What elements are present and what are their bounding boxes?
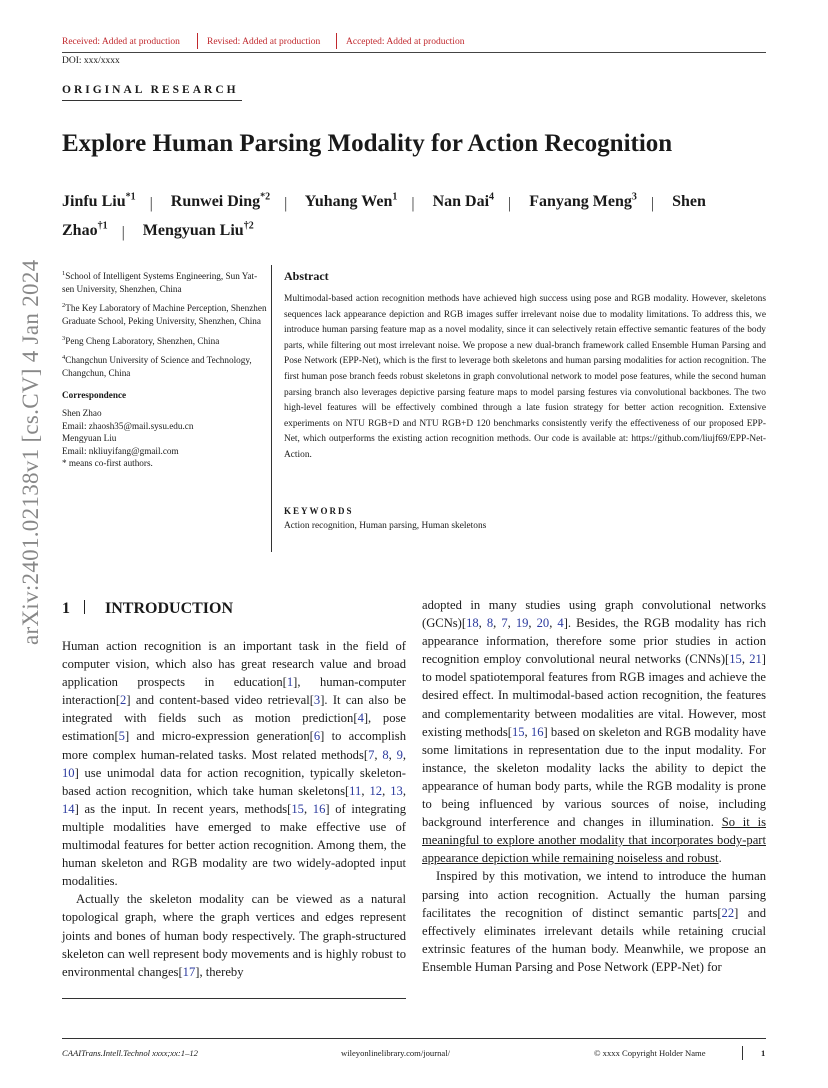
- abstract-text: Multimodal-based action recognition methods have achieved high success using pose and RGB modality. However, skeletons sequences lack appearance depiction and RGB images suffer irrelevant noise due to modality limitations. To address this, we introduce human parsing feature map as a novel modality, since it can selectively retain effective semantic features of the body parts, while filtering out most irrelevant noise. We propose a new dual-branch framework called Ensemble Human Parsing and Pose Network (EPP-Net), which is the first to leverage both skeletons and human parsing modalities for action recognition. The first human pose branch feeds robust skeletons in graph convolutional network to model pose features, while the second human parsing branch also leverages depictive parsing feature maps to model parsing festures via convolutional backbones. The two high-level features will be effectively combined through a late fusion strategy for better action recognition. Extensive experiments on NTU RGB+D and NTU RGB+D 120 benchmarks consistently verify the effectiveness of our proposed EPP-Net, which outperforms the existing action recognition methods. Our code is available at: https://github.com/liujf69/EPP-Net-Action.: [284, 294, 766, 460]
- cofirst-note: * means co-first authors.: [62, 458, 153, 469]
- citation-link[interactable]: 8: [382, 747, 389, 762]
- author: Runwei Ding$^{*2}$: [170, 192, 271, 211]
- citation-link[interactable]: 14: [62, 801, 75, 816]
- paragraph: Inspired by this motivation, we intend to introduce the human parsing into action recognition. Actually the human parsing facilitates the recognition of distinct semantic parts[22] and effectively eliminates irrelevant details while retaining crucial extrinsic features of the human body. Meanwhile, we propose an Ensemble Human Parsing and Pose Network (EPP-Net) for: [422, 869, 766, 974]
- author: Mengyuan Liu$^{\dagger 2}$: [142, 220, 254, 239]
- citation-link[interactable]: 2: [120, 693, 127, 708]
- footer-url[interactable]: wileyonlinelibrary.com/journal/: [341, 1048, 450, 1058]
- affiliations: [62, 268, 267, 470]
- header-separator: [336, 33, 337, 49]
- citation-link[interactable]: 9: [396, 747, 403, 762]
- citation-link[interactable]: 13: [390, 783, 403, 798]
- correspondence-name: Shen Zhao: [62, 408, 102, 418]
- article-type: ORIGINAL RESEARCH: [62, 84, 239, 96]
- citation-link[interactable]: 3: [313, 693, 321, 708]
- footer-journal: CAAITrans.Intell.Technol xxxx;xx:1–12: [62, 1048, 198, 1058]
- citation-link[interactable]: 15: [511, 724, 525, 739]
- abstract-heading: Abstract: [284, 269, 329, 283]
- citation-link[interactable]: 7: [501, 616, 508, 631]
- doi: DOI: xxx/xxxx: [62, 56, 120, 66]
- correspondence-name: Mengyuan Liu: [62, 433, 117, 444]
- citation-link[interactable]: 10: [62, 765, 75, 780]
- footer-separator: [742, 1046, 743, 1060]
- author: Shen Zhao$^{\dagger 1}$: [62, 193, 706, 239]
- correspondence-email[interactable]: Email: zhaosh35@mail.sysu.edu.cn: [62, 420, 194, 431]
- paragraph: Actually the skeleton modality can be viewed as a natural topological graph, where the graph vertices and edges represent joints and bones of human body respectively. The graph-structured skeleton can well represent body movements and is highly robust to environmental changes[17], thereby: [62, 892, 406, 979]
- header-rule: [62, 52, 766, 53]
- citation-link[interactable]: 4: [357, 711, 364, 726]
- author: Jinfu Liu$^{*1}$: [62, 192, 136, 211]
- affiliation: $^4$Changchun University of Science and Technology, Changchun, China: [62, 354, 252, 378]
- citation-link[interactable]: 17: [182, 964, 196, 979]
- keywords-heading: KEYWORDS: [284, 506, 354, 516]
- arxiv-stamp-text: arXiv:2401.02138v1 [cs.CV] 4 Jan 2024: [18, 259, 43, 645]
- citation-link[interactable]: 4: [557, 616, 564, 631]
- citation-link[interactable]: 20: [536, 616, 550, 631]
- body-column-left: [62, 637, 406, 981]
- page-number: 1: [761, 1048, 766, 1058]
- section-heading: [62, 599, 233, 618]
- citation-link[interactable]: 18: [466, 616, 479, 631]
- affiliation: $^3$Peng Cheng Laboratory, Shenzhen, China: [62, 334, 220, 346]
- author-list: Jinfu Liu$^{*1}$ | Runwei Ding$^{*2}$ | Yuhang Wen$^1$ | Nan Dai$^4$ | Fanyang Meng$^3$ | Shen Zhao$^{\dagger 1}$ | Mengyuan Liu$^{\dagger 2}$: [62, 192, 706, 241]
- correspondence-email[interactable]: Email: nkliuyifang@gmail.com: [62, 445, 179, 456]
- column-divider: [271, 265, 272, 552]
- paragraph: Human action recognition is an important task in the field of computer vision, which also has great research value and broad application prospects in education[1], human-computer interaction[2] and content-based video retrieval[3]. It can also be integrated with fields such as motion prediction[4], pose estimation[5] and micro-expression generation[6] to accomplish more complex human-related tasks. Most related methods[7, 8, 9, 10] use unimodal data for action recognition, typically skeleton-based action recognition, which take human skeletons[11, 12, 13, 14] as the input. In recent years, methods[15, 16] of integrating multiple modalities have emerged to make effective use of multimodal features for better action recognition. Among them, the human skeleton and RGB modality are two widely-adopted input modalities.: [62, 639, 407, 889]
- paragraph: adopted in many studies using graph convolutional networks (GCNs)[18, 8, 7, 19, 20, 4]. Besides, the RGB modality has rich appearance information, therefore some prior studies in action recognition employ convolutional neural networks (CNNs)[15, 21] to model spatiotemporal features from RGB images and achieve the desired effect. In multimodal-based action recognition, the features and complementarity between modalities are vital. However, most existing methods[15, 16] based on skeleton and RGB modality have some limitations in representation due to the input modality. For instance, the skeleton modality lacks the ability to depict the appearance of human body parts, while the RGB modality is prone to being influenced by various sources of noise, including background interference and changes in illumination. So it is meaningful to explore another modality that incorporates body-part appearance depiction while remaining noiseless and robust.: [422, 598, 767, 866]
- author: Nan Dai$^4$: [432, 192, 495, 211]
- footnote-rule: [62, 998, 406, 999]
- keywords-text: Action recognition, Human parsing, Human skeletons: [284, 521, 487, 531]
- citation-link[interactable]: 7: [368, 747, 375, 762]
- received-date: Received: Added at production: [62, 37, 180, 47]
- citation-link[interactable]: 6: [313, 729, 321, 744]
- citation-link[interactable]: 21: [749, 652, 762, 667]
- author: Yuhang Wen$^1$: [304, 192, 398, 211]
- citation-link[interactable]: 19: [515, 616, 529, 631]
- accepted-date: Accepted: Added at production: [346, 37, 465, 47]
- citation-link[interactable]: 12: [369, 783, 383, 798]
- citation-link[interactable]: 16: [530, 724, 544, 739]
- author: Fanyang Meng$^3$: [529, 192, 637, 211]
- paper-title: Explore Human Parsing Modality for Action Recognition: [62, 130, 673, 157]
- section-title: INTRODUCTION: [105, 600, 234, 617]
- citation-link[interactable]: 1: [286, 675, 294, 690]
- citation-link[interactable]: 8: [486, 616, 494, 631]
- citation-link[interactable]: 11: [349, 783, 362, 798]
- affiliation: $^1$School of Intelligent Systems Engineering, Sun Yat-sen University, Shenzhen, China: [62, 270, 258, 294]
- affiliation: $^2$The Key Laboratory of Machine Perception, Shenzhen Graduate School, Peking University, Shenzhen, China: [62, 302, 267, 326]
- citation-link[interactable]: 15: [291, 801, 304, 816]
- footer-rule: [62, 1038, 766, 1039]
- citation-link[interactable]: 15: [729, 652, 742, 667]
- revised-date: Revised: Added at production: [207, 37, 321, 47]
- header-separator: [197, 33, 198, 49]
- correspondence-block: [62, 407, 267, 470]
- section-number: 1: [62, 600, 70, 617]
- article-type-rule: [62, 100, 242, 101]
- section-bar: [84, 600, 85, 614]
- citation-link[interactable]: 5: [118, 729, 125, 744]
- correspondence-heading: Correspondence: [62, 390, 127, 401]
- citation-link[interactable]: 16: [312, 801, 326, 816]
- footer-copyright: © xxxx Copyright Holder Name: [594, 1048, 706, 1058]
- body-column-right: [422, 596, 766, 976]
- citation-link[interactable]: 22: [721, 905, 735, 920]
